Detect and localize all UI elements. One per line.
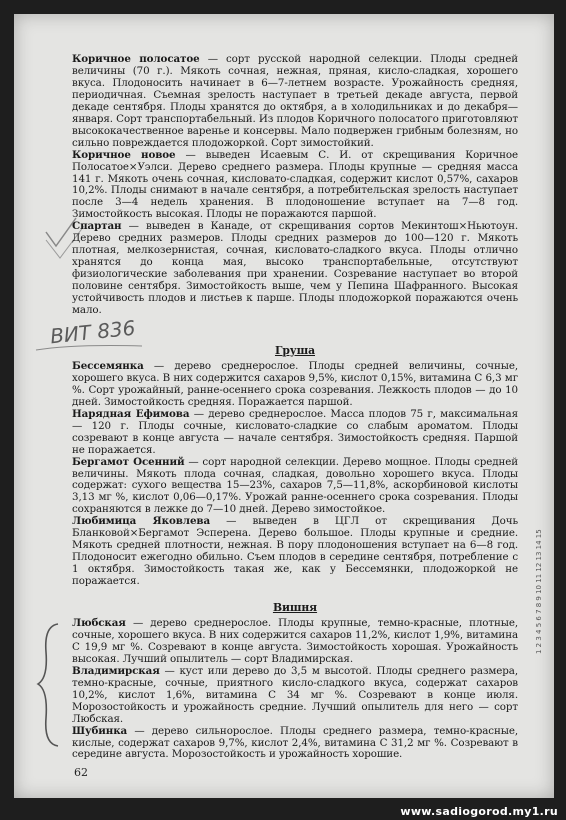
variety-name: Спартан	[72, 220, 122, 233]
variety-description: — дерево сильнорослое. Плоды среднего размера, темно-красные, кислые, содержат сахаров 9,7%, кислот 2,4%, витамина С 31,2 мг %. Созревают в середине августа. Морозостойкость и урожайность хорошие.	[72, 724, 518, 761]
variety-entry	[72, 54, 518, 150]
variety-name: Коричное полосатое	[72, 53, 200, 65]
variety-description: — выведен в Канаде, от скрещивания сортов Мекинтош×Ньютоун. Дерево средних размеров. Плоды средних размеров до 100—120 г. Мякоть плотная, мелкозернистая, сочная, кисловато-сладкого вкуса. Плоды отлично хранятся до конца мая, высоко транспортабельные, отсутствуют физиологические заболевания при хранении. Созревание наступает во второй половине сентября. Зимостойкость выше, чем у Пепина Шафранного. Высокая устойчивость плодов и листьев к парше. Плоды плодожоркой поражаются очень мало.	[72, 220, 518, 317]
text-column	[72, 54, 518, 761]
variety-description: — сорт народной селекции. Дерево мощное. Плоды средней величины. Мякоть плода сочная, сладкая, довольно хорошего вкуса. Плоды содержат: сухого вещества 15—23%, сахаров 7,5—11,8%, аскорбиновой кислоты 3,13 мг %, кислот 0,06—0,17%. Урожай ранне-осеннего срока созревания. Плоды сохраняются в лежке до 7—10 дней. Дерево зимостойкое.	[72, 455, 518, 516]
variety-name: Нарядная Ефимова	[72, 407, 190, 420]
variety-description: — дерево среднерослое. Плоды крупные, темно-красные, плотные, сочные, хорошего вкуса. В них содержится сахаров 11,2%, кислот 1,9%, витамина С 19,9 мг %. Созревают в конце августа. Зимостойкость хорошая. Урожайность высокая. Лучший опылитель — сорт Владимирская.	[72, 616, 518, 665]
handwritten-note: ВИТ 836	[48, 315, 137, 349]
variety-entry	[72, 361, 518, 409]
section-title-cherry: Вишня	[272, 601, 318, 615]
variety-name: Шубинка	[72, 724, 128, 737]
book-page	[14, 14, 554, 798]
variety-name: Любимица Яковлева	[72, 515, 211, 528]
variety-entry	[72, 666, 518, 726]
variety-description: — куст или дерево до 3,5 м высотой. Плоды среднего размера, темно-красные, сочные, приятного кисло-сладкого вкуса, содержат сахаров 10,2%, кислот 1,6%, витамина С 34 мг %. Созревают в конце июля. Морозостойкость и урожайность средние. Лучший опылитель для него — сорт Любская.	[72, 664, 518, 725]
section-title-pear: Груша	[274, 343, 315, 357]
variety-description: — выведен Исаевым С. И. от скрещивания Коричное Полосатое×Уэлси. Дерево среднего размера. Плоды крупные — средняя масса 141 г. Мякоть очень сочная, кисловато-сладкая, содержит кислот 0,57%, сахаров 10,2%. Плоды снимают в начале сентября, а потребительская зрелость наступает после 3—4 недель хранения. В плодоношение вступает на 7—8 год. Зимостойкость высокая. Плоды не поражаются паршой.	[72, 148, 518, 221]
variety-description: — сорт русской народной селекции. Плоды средней величины (70 г.). Мякоть сочная, нежная, пряная, кисло-сладкая, хорошего вкуса. Плодоносить начинает в 6—7-летнем возрасте. Урожайность средняя, периодичная. Съемная зрелость наступает в третьей декаде августа, первой декаде сентября. Плоды хранятся до октября, а в холодильниках и до декабря—января. Сорт транспортабельный. Из плодов Коричного полосатого приготовляют высококачественное варенье и консервы. Мало подвержен грибным болезням, но сильно повреждается плодожоркой. Сорт зимостойкий.	[72, 53, 519, 149]
page-number: 62	[74, 766, 88, 779]
variety-name: Бергамот Осенний	[72, 455, 185, 468]
variety-name: Владимирская	[72, 664, 160, 677]
variety-name: Любская	[72, 616, 126, 629]
variety-entry	[72, 726, 518, 762]
variety-entry	[72, 618, 518, 666]
variety-entry	[72, 516, 518, 588]
site-watermark: www.sadiogorod.my1.ru	[400, 805, 558, 818]
variety-description: — дерево среднерослое. Масса плодов 75 г, максимальная — 120 г. Плоды сочные, кисловато-сладкие со слабым ароматом. Плоды созревают в конце августа — начале сентября. Зимостойкость средняя. Паршой не поражается.	[72, 407, 518, 456]
variety-entry	[72, 150, 518, 222]
variety-name: Бессемянка	[72, 359, 144, 372]
variety-description: — дерево среднерослое. Плоды средней величины, сочные, хорошего вкуса. В них содержится сахаров 9,5%, кислот 0,15%, витамина С 6,3 мг %. Сорт урожайный, ранне-осеннего срока созревания. Лежкость плодов — до 10 дней. Зимостойкость средняя. Поражается паршой.	[72, 359, 518, 408]
pencil-brace-icon	[34, 622, 64, 748]
variety-description: — выведен в ЦГЛ от скрещивания Дочь Бланковой×Бергамот Эсперена. Дерево большое. Плоды крупные и средние. Мякоть средней плотности, нежная. В пору плодоношения вступает на 6—8 год. Плодоносит ежегодно обильно. Съем плодов в середине сентября, потребление с 1 октября. Зимостойкость такая же, как у Бессемянки, плодожоркой не поражается.	[72, 515, 518, 588]
variety-entry	[72, 221, 518, 317]
scale-ruler: 1 2 3 4 5 6 7 8 9 10 11 12 13 14 15	[535, 529, 543, 654]
variety-name: Коричное новое	[72, 148, 176, 161]
variety-entry	[72, 457, 518, 517]
variety-entry	[72, 409, 518, 457]
